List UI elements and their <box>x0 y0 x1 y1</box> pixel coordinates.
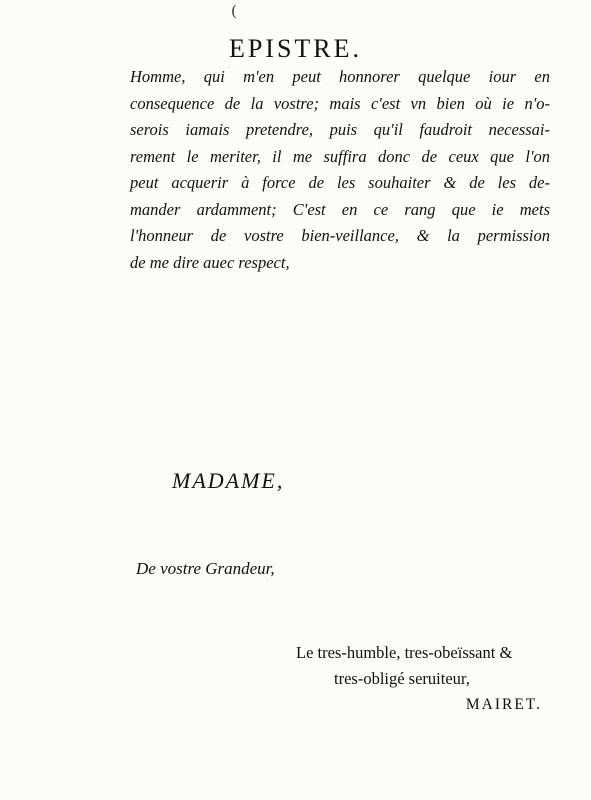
signature-line: tres-obligé seruiteur, <box>334 669 470 688</box>
letter-body <box>130 64 550 276</box>
body-line: de me dire auec respect, <box>130 252 290 272</box>
closing-formula: De vostre Grandeur, <box>136 559 275 578</box>
body-line: mander ardamment; C'est en ce rang que ie mets <box>130 199 550 219</box>
body-line: rement le meriter, il me suffira donc de ceux que l'on <box>130 146 550 166</box>
signature-line: Le tres-humble, tres-obeïssant & <box>296 643 513 662</box>
body-line: consequence de la vostre; mais c'est vn bien où ie n'o- <box>130 93 550 113</box>
body-line: peut acquerir à force de les souhaiter & de les de- <box>130 173 550 192</box>
body-line: serois iamais pretendre, puis qu'il faudroit necessai- <box>130 120 550 139</box>
salutation: MADAME, <box>172 468 285 493</box>
signature-block <box>296 640 548 718</box>
running-header: EPISTRE. <box>228 34 363 63</box>
top-margin-mark: ( <box>231 2 237 20</box>
author-name: MAIRET. <box>465 696 542 713</box>
body-line: l'honneur de vostre bien-veillance, & la permission <box>130 226 550 245</box>
body-line: Homme, qui m'en peut honnorer quelque iour en <box>130 67 550 86</box>
